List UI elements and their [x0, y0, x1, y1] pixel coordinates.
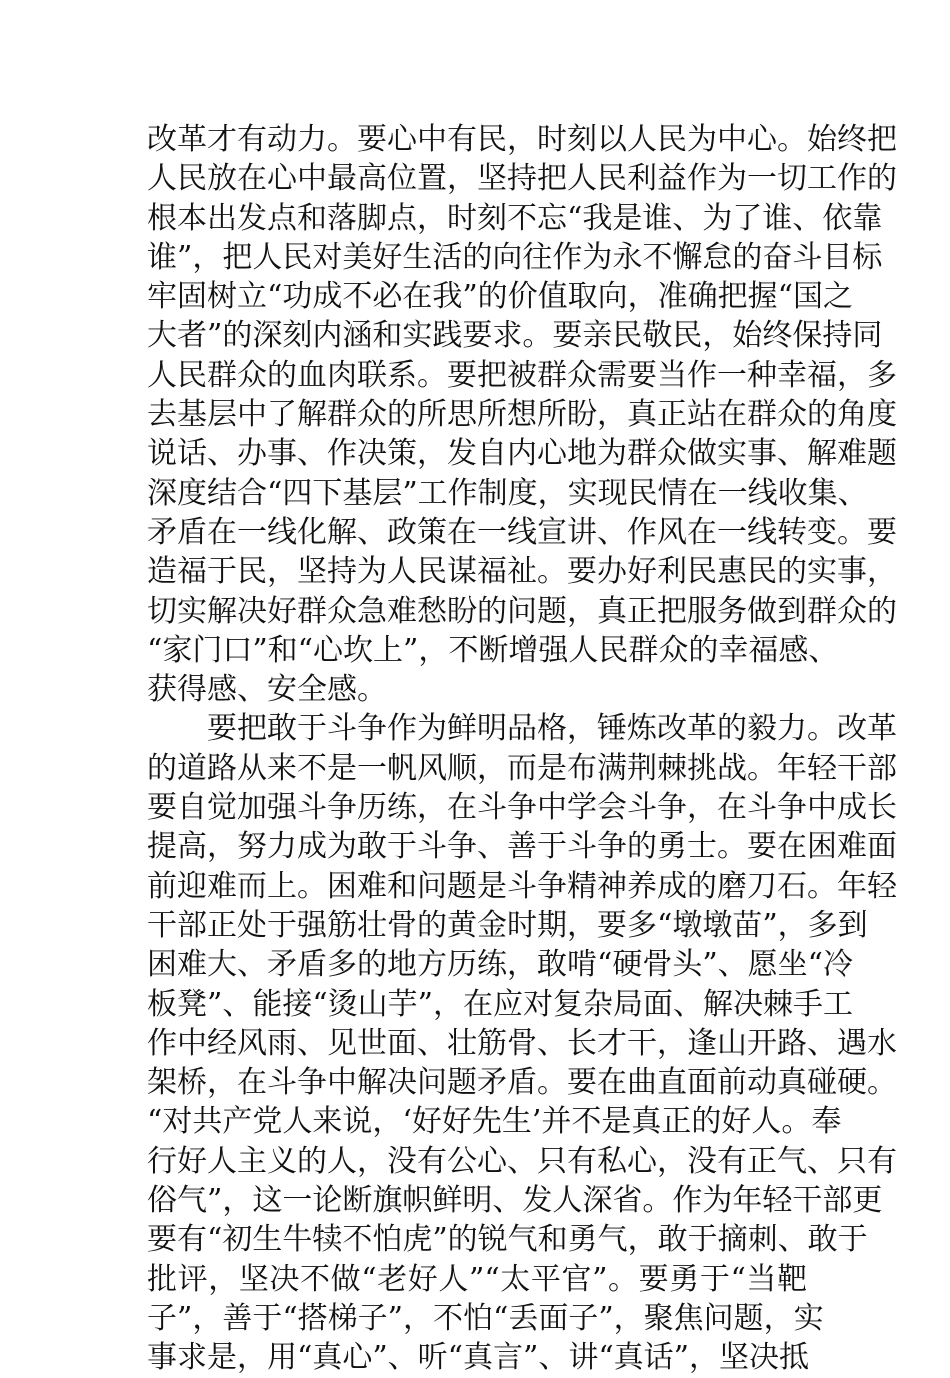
text-line: 作中经风雨、见世面、壮筋骨、长才干，逢山开路、遇水 — [147, 1025, 897, 1061]
text-line: 要自觉加强斗争历练，在斗争中学会斗争，在斗争中成长 — [147, 790, 897, 826]
text-line: 要有“初生牛犊不怕虎”的锐气和勇气，敢于摘刺、敢于 — [147, 1222, 868, 1258]
text-line: 提高，努力成为敢于斗争、善于斗争的勇士。要在困难面 — [147, 829, 897, 865]
text-line: 牢固树立“功成不必在我”的价值取向，准确把握“国之 — [147, 279, 854, 315]
text-line: “家门口”和“心坎上”，不断增强人民群众的幸福感、 — [147, 632, 839, 668]
text-line: 俗气”，这一论断旗帜鲜明、发人深省。作为年轻干部更 — [147, 1183, 883, 1219]
text-line: 要把敢于斗争作为鲜明品格，锤炼改革的毅力。改革 — [207, 711, 897, 747]
text-line: 批评，坚决不做“老好人”“太平官”。要勇于“当靶 — [147, 1261, 807, 1297]
text-line: 说话、办事、作决策，发自内心地为群众做实事、解难题 — [147, 436, 897, 472]
text-line: 板凳”、能接“烫山芋”，在应对复杂局面、解决棘手工 — [147, 986, 854, 1022]
text-line: 改革才有动力。要心中有民，时刻以人民为中心。始终把 — [147, 122, 897, 157]
paragraph-2 — [147, 709, 897, 1377]
text-line: 事求是，用“真心”、听“真言”、讲“真话”，坚决抵 — [147, 1340, 810, 1376]
paragraph-1 — [147, 120, 897, 709]
text-line: 人民群众的血肉联系。要把被群众需要当作一种幸福，多 — [147, 357, 897, 393]
text-line: 矛盾在一线化解、政策在一线宣讲、作风在一线转变。要 — [147, 514, 897, 550]
text-line: 深度结合“四下基层”工作制度，实现民情在一线收集、 — [147, 475, 868, 511]
text-line: 干部正处于强筋壮骨的黄金时期，要多“墩墩苗”，多到 — [147, 907, 868, 943]
text-line: 的道路从来不是一帆风顺，而是布满荆棘挑战。年轻干部 — [147, 750, 897, 786]
text-line: 人民放在心中最高位置，坚持把人民利益作为一切工作的 — [147, 161, 897, 197]
text-line: 根本出发点和落脚点，时刻不忘“我是谁、为了谁、依靠 — [147, 200, 883, 236]
text-line: 切实解决好群众急难愁盼的问题，真正把服务做到群众的 — [147, 593, 897, 629]
text-line: 谁”，把人民对美好生活的向往作为永不懈怠的奋斗目标 — [147, 239, 883, 275]
text-line: 困难大、矛盾多的地方历练，敢啃“硬骨头”、愿坐“冷 — [147, 947, 854, 983]
text-line: 前迎难而上。困难和问题是斗争精神养成的磨刀石。年轻 — [147, 868, 897, 904]
text-line: 去基层中了解群众的所思所想所盼，真正站在群众的角度 — [147, 397, 897, 433]
text-line: 架桥，在斗争中解决问题矛盾。要在曲直面前动真碰硬。 — [147, 1065, 897, 1101]
text-line: 获得感、安全感。 — [147, 672, 387, 708]
document-body — [147, 120, 897, 1378]
text-line: “对共产党人来说，‘好好先生’并不是真正的好人。奉 — [147, 1104, 842, 1140]
text-line: 行好人主义的人，没有公心、只有私心，没有正气、只有 — [147, 1143, 897, 1179]
text-line: 大者”的深刻内涵和实践要求。要亲民敬民，始终保持同 — [147, 318, 883, 354]
text-line: 造福于民，坚持为人民谋福祉。要办好利民惠民的实事， — [147, 554, 897, 590]
text-line: 子”，善于“搭梯子”，不怕“丢面子”，聚焦问题，实 — [147, 1300, 824, 1336]
